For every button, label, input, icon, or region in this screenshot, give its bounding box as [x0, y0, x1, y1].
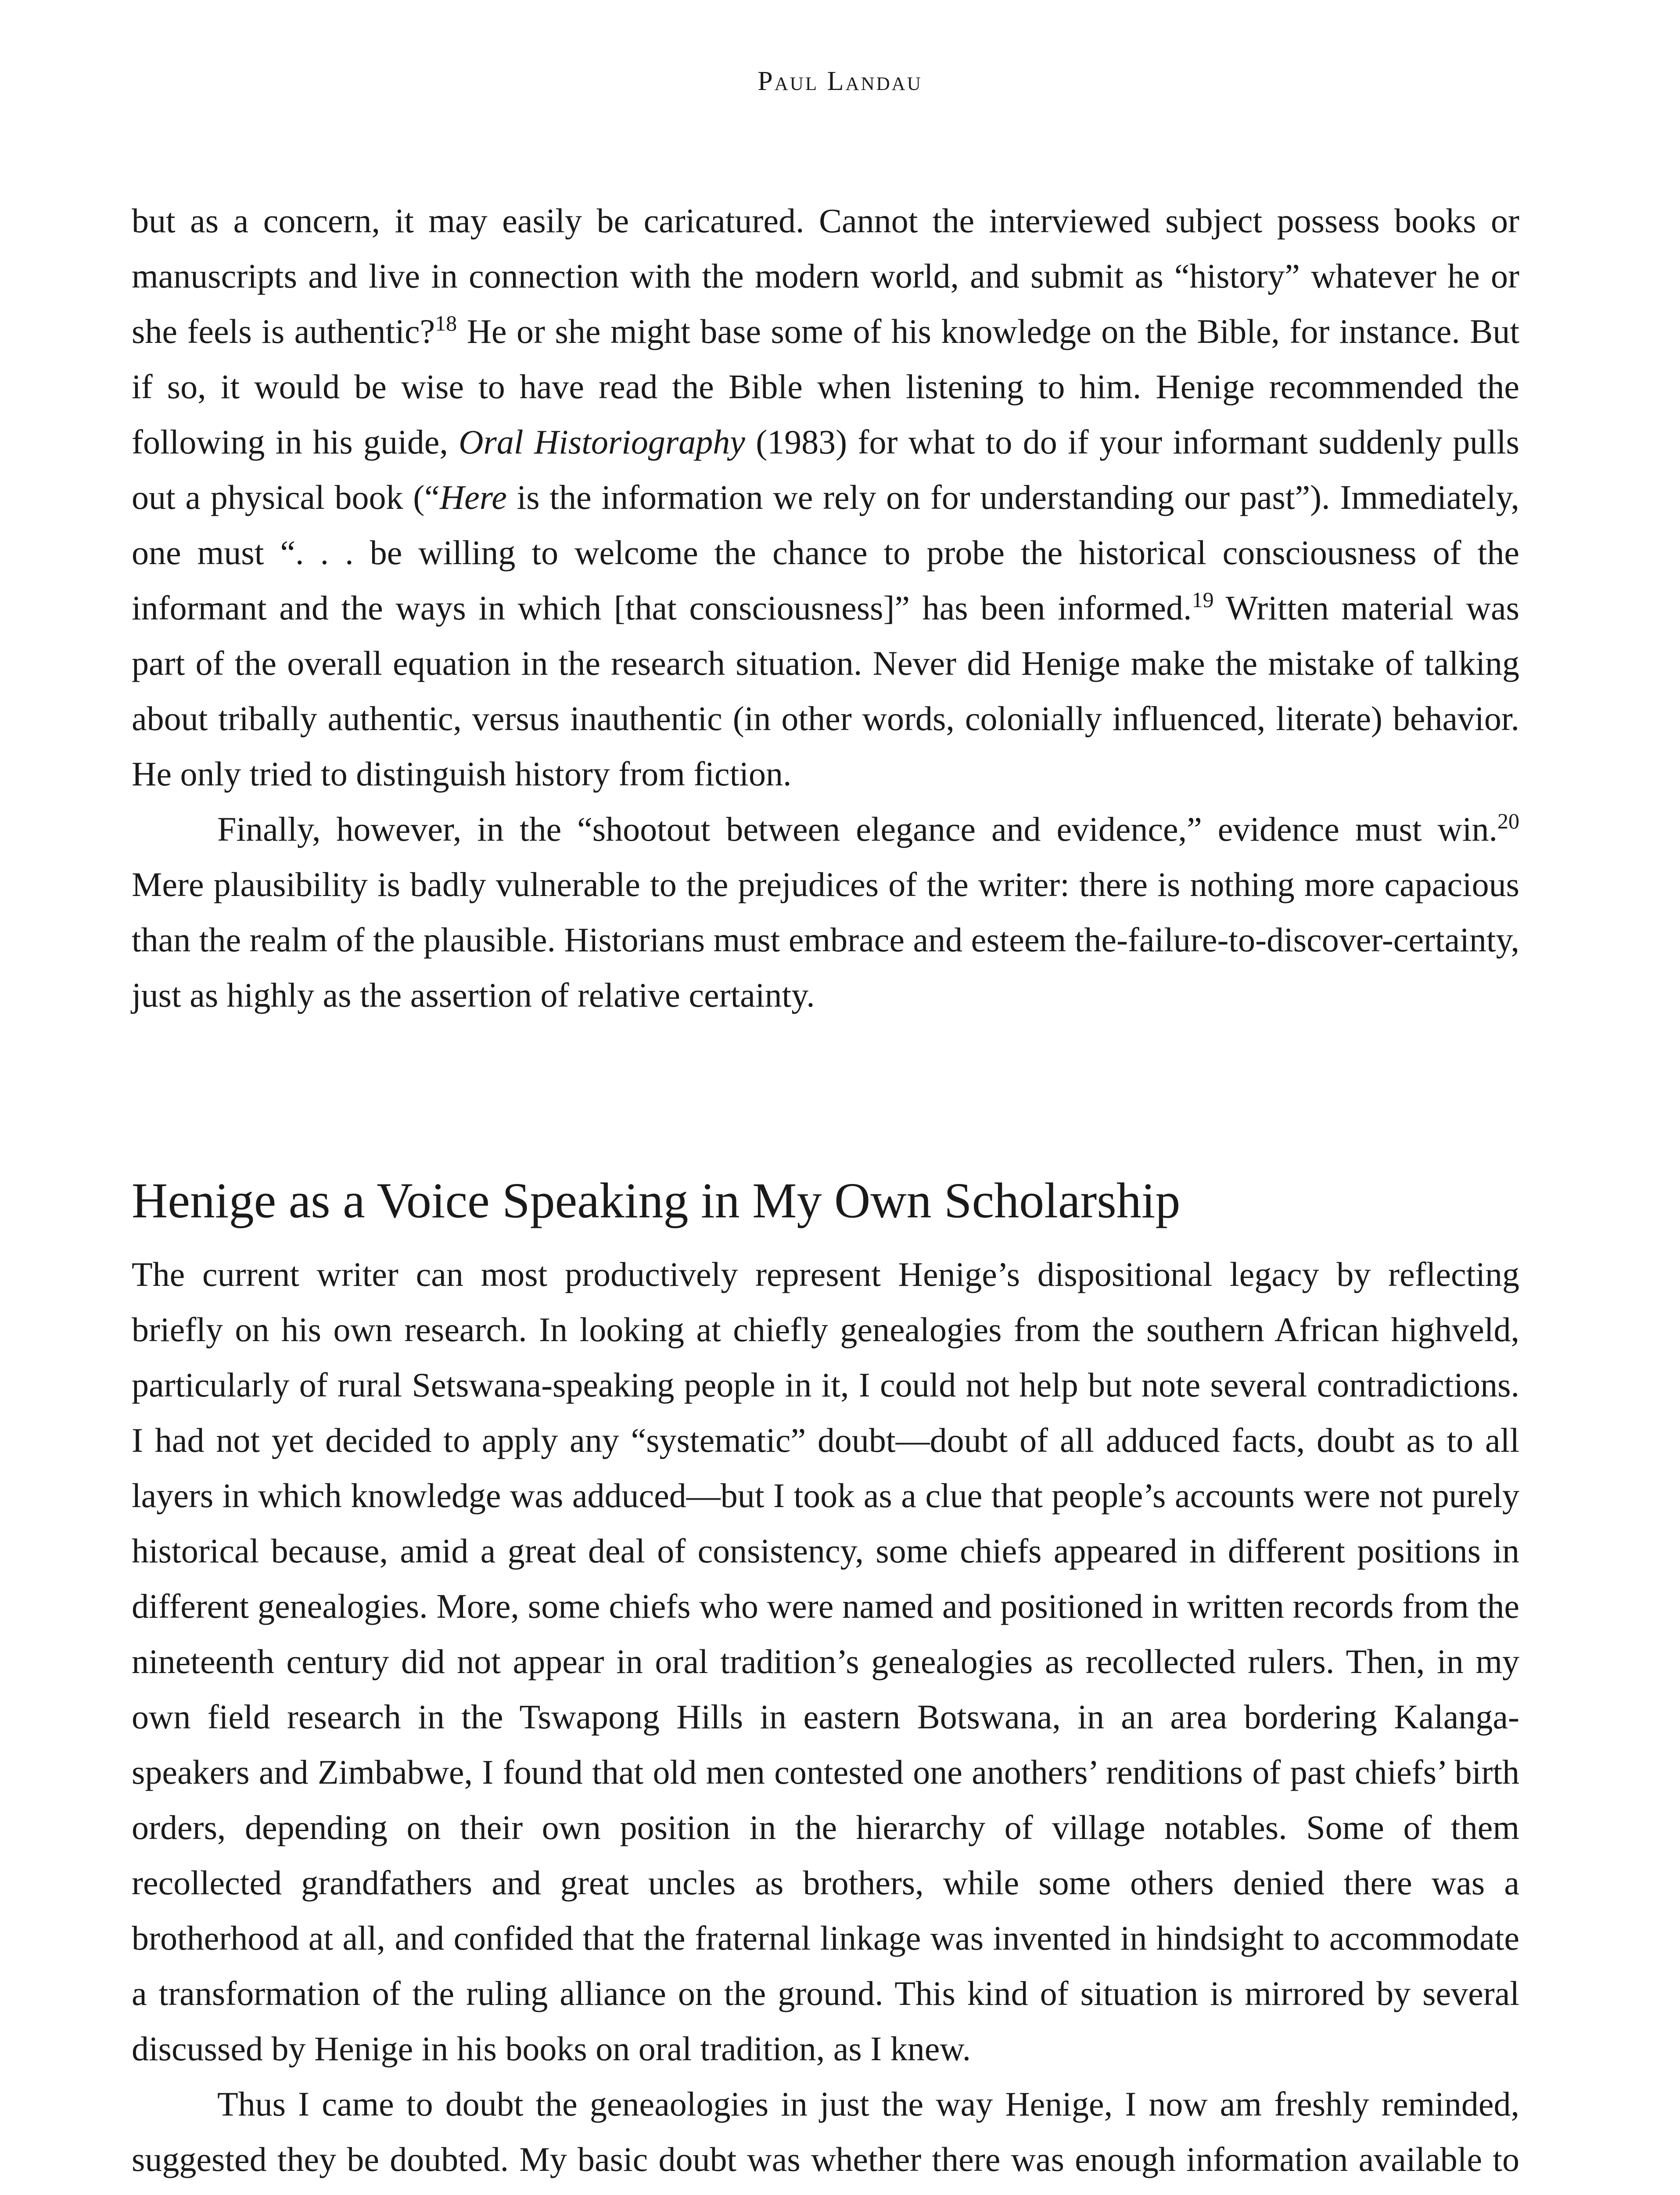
- footnote-reference: 19: [1192, 587, 1214, 612]
- emphasis: Here: [439, 478, 507, 516]
- paragraph-text: He or she might base some of his knowledge on the Bible, for instance. But if so, it would be wise to have read the Bible when listening to him. Henige recommended the following in his guide,: [132, 312, 1520, 461]
- paragraph-text: (1983) for what to do if your informant suddenly pulls out a physical book (“: [132, 423, 1519, 516]
- paragraph: [132, 193, 1519, 802]
- body-text-bottom: [132, 1247, 1519, 2195]
- body-text-top: [132, 193, 1519, 1023]
- paragraph: [132, 2076, 1519, 2195]
- paragraph: [132, 802, 1519, 1023]
- paragraph-text: is the information we rely on for understanding our past”). Immediately, one must “. . . be willing to welcome the chance to probe the historical consciousness of the informant and the ways in which [that consciousness]” has been informed.: [132, 478, 1520, 627]
- paragraph-text: but as a concern, it may easily be caricatured. Cannot the interviewed subject possess books or manuscripts and live in connection with the modern world, and submit as “history” whatever he or she feels is authentic?: [132, 202, 1519, 350]
- paragraph-text: Written material was part of the overall equation in the research situation. Never did Henige make the mistake of talking about tribally authentic, versus inauthentic (in other words, colonially influenced, literate) behavior. He only tried to distinguish history from fiction.: [132, 589, 1519, 793]
- paragraph-text: Mere plausibility is badly vulnerable to the prejudices of the writer: there is nothing more capacious than the realm of the plausible. Historians must embrace and esteem the-failure-to-discover-certainty, just as highly as the assertion of relative certainty.: [132, 865, 1520, 1014]
- paragraph-text: Thus I came to doubt the geneaologies in just the way Henige, I now am freshly reminded, suggested they be doubted. My basic doubt was whether there was enough information available to: [132, 2085, 1519, 2178]
- book-title: Oral Historiography: [459, 423, 745, 461]
- section-heading: Henige as a Voice Speaking in My Own Scholarship: [132, 1173, 1181, 1228]
- paragraph: The current writer can most productively represent Henige’s dispositional legacy by reflecting briefly on his own research. In looking at chiefly genealogies from the southern African highveld, particularly of rural Setswana-speaking people in it, I could not help but note several contradictions. I had not yet decided to apply any “systematic” doubt—doubt of all adduced facts, doubt as to all layers in which knowledge was adduced—but I took as a clue that people’s accounts were not purely historical because, amid a great deal of consistency, some chiefs appeared in different positions in different genealogies. More, some chiefs who were named and positioned in written records from the nineteenth century did not appear in oral tradition’s genealogies as recollected rulers. Then, in my own field research in the Tswapong Hills in eastern Botswana, in an area bordering Kalanga-speakers and Zimbabwe, I found that old men contested one anothers’ renditions of past chiefs’ birth orders, depending on their own position in the hierarchy of village notables. Some of them recollected grandfathers and great uncles as brothers, while some others denied there was a brotherhood at all, and confided that the fraternal linkage was invented in hindsight to accommodate a transformation of the ruling alliance on the ground. This kind of situation is mirrored by several discussed by Henige in his books on oral tradition, as I knew.: [132, 1255, 1519, 2068]
- paragraph-text: Finally, however, in the “shootout between elegance and evidence,” evidence must win.: [217, 810, 1497, 848]
- running-head: Paul Landau: [757, 66, 923, 96]
- footnote-reference: 18: [435, 311, 457, 335]
- footnote-reference: 20: [1497, 809, 1519, 833]
